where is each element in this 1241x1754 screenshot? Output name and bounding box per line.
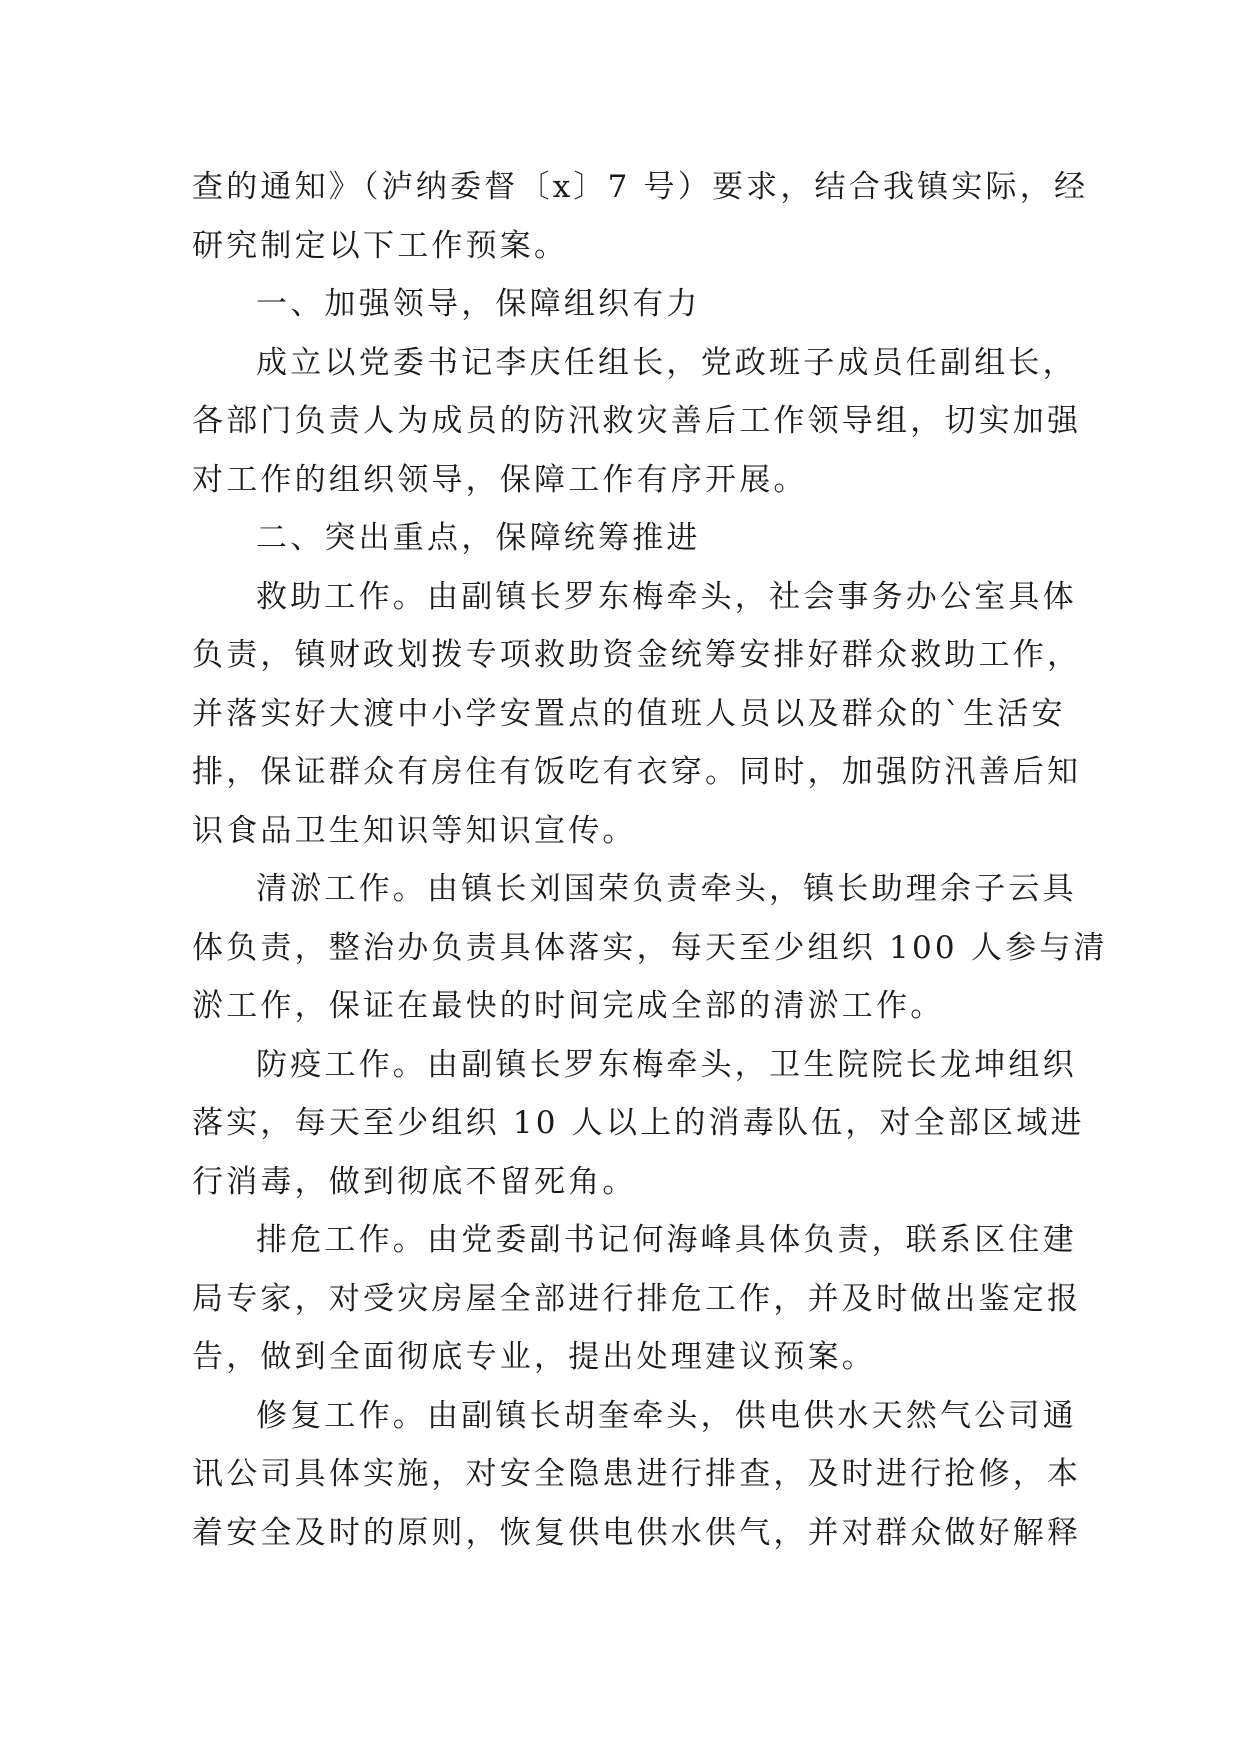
paragraph-first-line: 成立以党委书记李庆任组长，党政班子成员任副组长， bbox=[256, 344, 1077, 381]
text-line: 讯公司具体实施，对安全隐患进行排查，及时进行抢修，本 bbox=[192, 1456, 1082, 1492]
text-line: 研究制定以下工作预案。 bbox=[192, 227, 569, 264]
text-line: 告，做到全面彻底专业，提出处理建议预案。 bbox=[192, 1339, 876, 1375]
text-line: 局专家，对受灾房屋全部进行排危工作，并及时做出鉴定报 bbox=[192, 1280, 1082, 1317]
section-heading: 二、突出重点，保障统筹推进 bbox=[256, 520, 701, 556]
paragraph-first-line: 排危工作。由党委副书记何海峰具体负责，联系区住建 bbox=[256, 1222, 1077, 1258]
section-heading: 一、加强领导，保障组织有力 bbox=[256, 286, 701, 322]
text-line: 淤工作，保证在最快的时间完成全部的清淤工作。 bbox=[192, 988, 945, 1024]
paragraph-first-line: 防疫工作。由副镇长罗东梅牵头，卫生院院长龙坤组织 bbox=[256, 1046, 1077, 1083]
text-line: 落实，每天至少组织 10 人以上的消毒队伍，对全部区域进 bbox=[192, 1105, 1085, 1141]
text-line: 着安全及时的原则，恢复供电供水供气，并对群众做好解释 bbox=[192, 1514, 1082, 1551]
paragraph-first-line: 救助工作。由副镇长罗东梅牵头，社会事务办公室具体 bbox=[256, 578, 1077, 615]
text-line: 识食品卫生知识等知识宣传。 bbox=[192, 812, 637, 849]
document-body bbox=[192, 158, 1108, 1562]
paragraph-first-line: 清淤工作。由镇长刘国荣负责牵头，镇长助理余子云具 bbox=[256, 871, 1077, 907]
text-line: 负责，镇财政划拨专项救助资金统筹安排好群众救助工作， bbox=[192, 637, 1082, 673]
text-line: 各部门负责人为成员的防汛救灾善后工作领导组，切实加强 bbox=[192, 403, 1082, 439]
text-line: 体负责，整治办负责具体落实，每天至少组织 100 人参与清 bbox=[192, 929, 1108, 966]
paragraph-first-line: 修复工作。由副镇长胡奎牵头，供电供水天然气公司通 bbox=[256, 1397, 1077, 1434]
text-line: 行消毒，做到彻底不留死角。 bbox=[192, 1163, 637, 1200]
text-line: 并落实好大渡中小学安置点的值班人员以及群众的`生活安 bbox=[192, 695, 1066, 732]
text-line: 对工作的组织领导，保障工作有序开展。 bbox=[192, 461, 808, 498]
text-line: 排，保证群众有房住有饭吃有衣穿。同时，加强防汛善后知 bbox=[192, 754, 1082, 790]
text-line: 查的通知》（泸纳委督〔x〕7 号）要求，结合我镇实际，经 bbox=[192, 169, 1089, 205]
